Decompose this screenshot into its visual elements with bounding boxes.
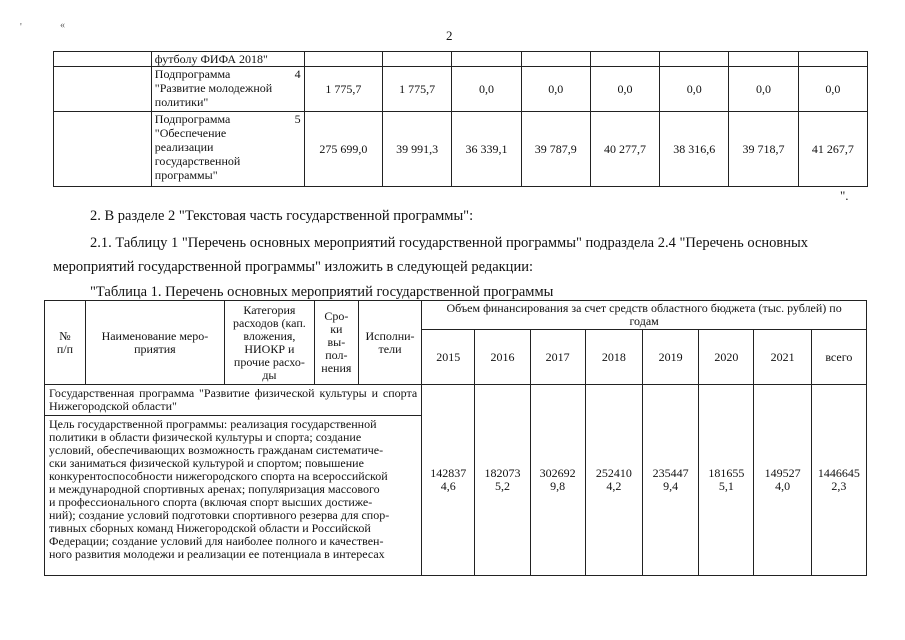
subprogram-4-name: Подпрограмма 4 "Развитие молодежной политики" — [151, 67, 304, 112]
year-total: всего — [811, 330, 866, 385]
value-2021: 149527 4,0 — [754, 385, 811, 576]
scan-speck: ' — [20, 22, 22, 33]
value-cell: 39 718,7 — [729, 112, 798, 187]
value-cell: 0,0 — [452, 67, 521, 112]
value-2020: 181655 5,1 — [699, 385, 754, 576]
year-2015: 2015 — [422, 330, 475, 385]
year-2018: 2018 — [585, 330, 642, 385]
value-2017: 302692 9,8 — [530, 385, 585, 576]
value-cell: 39 991,3 — [383, 112, 452, 187]
header-name: Наименование меро- приятия — [85, 301, 224, 385]
header-executors: Исполни- тели — [358, 301, 421, 385]
header-funding: Объем финансирования за счет средств областного бюджета (тыс. рублей) по годам — [422, 301, 867, 330]
year-2017: 2017 — [530, 330, 585, 385]
value-cell: 1 775,7 — [383, 67, 452, 112]
paragraph-table-1-line-1: 2.1. Таблицу 1 "Перечень основных мероприятий государственной программы" подраздела 2.4 "Перечень основных — [90, 235, 809, 251]
program-title: Государственная программа "Развитие физической культуры и спорта Нижегородской области" — [45, 385, 422, 416]
value-cell: 0,0 — [590, 67, 659, 112]
table-caption: "Таблица 1. Перечень основных мероприятий государственной программы — [90, 284, 554, 300]
value-cell: 39 787,9 — [521, 112, 590, 187]
year-2016: 2016 — [475, 330, 530, 385]
value-cell: 275 699,0 — [304, 112, 382, 187]
value-2016: 182073 5,2 — [475, 385, 530, 576]
value-cell: 0,0 — [521, 67, 590, 112]
header-terms: Сро- ки вы- пол- нения — [314, 301, 358, 385]
value-2015: 142837 4,6 — [422, 385, 475, 576]
value-cell: 0,0 — [729, 67, 798, 112]
value-cell: 0,0 — [660, 67, 729, 112]
blank-cell — [54, 52, 152, 67]
value-cell: 38 316,6 — [660, 112, 729, 187]
subprogram-5-name: Подпрограмма 5 "Обеспечение реализации государственной программы" — [151, 112, 304, 187]
value-cell: 36 339,1 — [452, 112, 521, 187]
header-num: № п/п — [45, 301, 86, 385]
value-2019: 235447 9,4 — [643, 385, 699, 576]
year-2020: 2020 — [699, 330, 754, 385]
year-2021: 2021 — [754, 330, 811, 385]
subprogram-table — [53, 51, 868, 187]
value-2018: 252410 4,2 — [585, 385, 642, 576]
row-name: футболу ФИФА 2018" — [151, 52, 304, 67]
paragraph-table-1-line-2: мероприятий государственной программы" изложить в следующей редакции: — [53, 259, 533, 275]
value-total: 1446645 2,3 — [811, 385, 866, 576]
scan-speck: « — [60, 20, 65, 31]
value-cell: 41 267,7 — [798, 112, 867, 187]
page-number: 2 — [446, 28, 453, 43]
header-category: Категория расходов (кап. вложения, НИОКР и прочие расхо- ды — [224, 301, 314, 385]
activities-table — [44, 300, 867, 576]
closing-quote: ". — [840, 188, 849, 203]
value-cell: 1 775,7 — [304, 67, 382, 112]
year-2019: 2019 — [643, 330, 699, 385]
value-cell: 0,0 — [798, 67, 867, 112]
value-cell: 40 277,7 — [590, 112, 659, 187]
program-goal: Цель государственной программы: реализация государственной политики в области физической культуры и спорта; создание условий, обеспечивающих возможность гражданам систематиче- ски заниматься физической культурой и спортом; повышение конкурентоспособности нижегородского спорта на всероссийской и международной спортивных аренах; популяризация массового и профессионального спорта (включая спорт высших достиже- ний); создание условий подготовки спортивного резерва для спор- тивных сборных команд Нижегородской области и Российской Федерации; создание условий для наиболее полного и качествен- ного развития молодежи и реализации ее потенциала в интересах — [45, 416, 422, 576]
paragraph-section-2: 2. В разделе 2 "Текстовая часть государственной программы": — [90, 208, 474, 224]
